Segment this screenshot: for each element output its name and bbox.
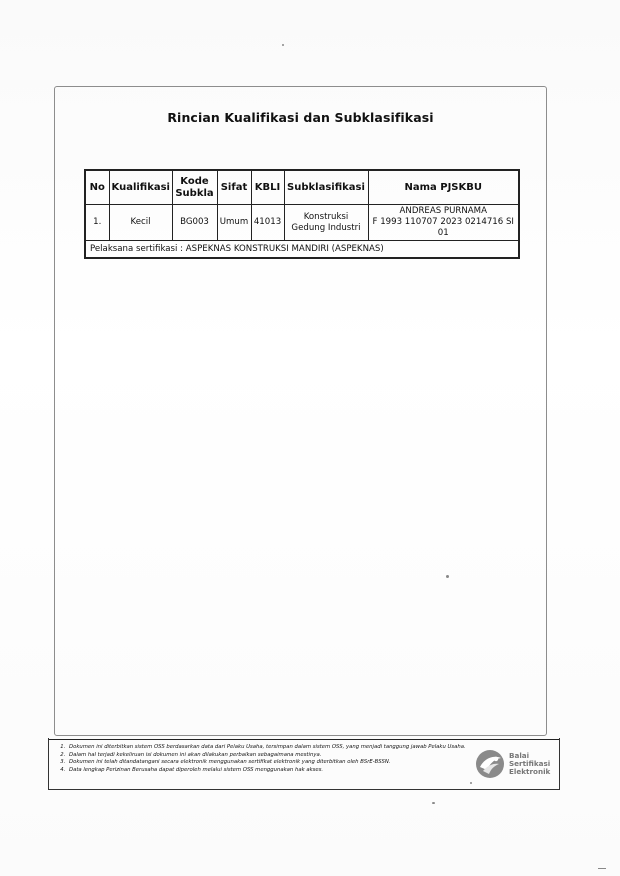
scan-speck <box>446 575 449 578</box>
header-subklasifikasi: Subklasifikasi <box>284 170 368 205</box>
document-title: Rincian Kualifikasi dan Subklasifikasi <box>167 110 434 125</box>
cell-kbli: 41013 <box>251 205 284 241</box>
logo-text-line: Sertifikasi <box>509 759 551 769</box>
cell-kualifikasi: Kecil <box>109 205 172 241</box>
scan-speck <box>598 868 606 869</box>
footer-note: 2. Dalam hal terjadi kekeliruan isi dokumen ini akan dilakukan perbaikan sebagaimana mestinya. <box>67 752 492 760</box>
scan-speck <box>282 44 284 46</box>
table-row <box>85 205 519 241</box>
header-kode-subkla: Kode Subkla <box>172 170 217 205</box>
table-header-row <box>85 170 519 205</box>
header-sifat: Sifat <box>217 170 251 205</box>
pjskbu-id: F 1993 110707 2023 0214716 SI 01 <box>372 217 514 238</box>
bsre-logo-icon <box>474 748 506 780</box>
qualification-table <box>84 169 520 259</box>
header-nama-pjskbu: Nama PJSKBU <box>368 170 519 205</box>
cell-subklasifikasi: Konstruksi Gedung Industri <box>284 205 368 241</box>
header-kbli: KBLI <box>251 170 284 205</box>
cell-kode-subkla: BG003 <box>172 205 217 241</box>
pelaksana-row <box>85 241 519 259</box>
scan-speck <box>432 802 435 804</box>
pjskbu-name: ANDREAS PURNAMA <box>399 206 487 216</box>
scan-speck <box>470 782 472 784</box>
logo-text-line: Elektronik <box>509 767 551 777</box>
header-no: No <box>85 170 109 205</box>
cell-no: 1. <box>85 205 109 241</box>
footer-note: 1. Dokumen ini diterbitkan sistem OSS berdasarkan data dari Pelaku Usaha, tersimpan dalam sistem OSS, yang menjadi tanggung jawab Pelaku Usaha. <box>67 744 492 752</box>
cell-sifat: Umum <box>217 205 251 241</box>
cell-nama-pjskbu <box>368 205 519 241</box>
logo-text-line: Balai <box>509 751 530 760</box>
footer-notes <box>50 744 492 774</box>
pelaksana-sertifikasi: Pelaksana sertifikasi : ASPEKNAS KONSTRUKSI MANDIRI (ASPEKNAS) <box>85 241 519 259</box>
header-kualifikasi: Kualifikasi <box>109 170 172 205</box>
footer-note: 4. Data lengkap Perizinan Berusaha dapat diperoleh melalui sistem OSS menggunakan hak akses. <box>67 767 492 775</box>
footer-note: 3. Dokumen ini telah ditandatangani secara elektronik menggunakan sertifikat elektronik yang diterbitkan oleh BSrE-BSSN. <box>67 759 492 767</box>
bsre-logo-text <box>509 752 550 777</box>
